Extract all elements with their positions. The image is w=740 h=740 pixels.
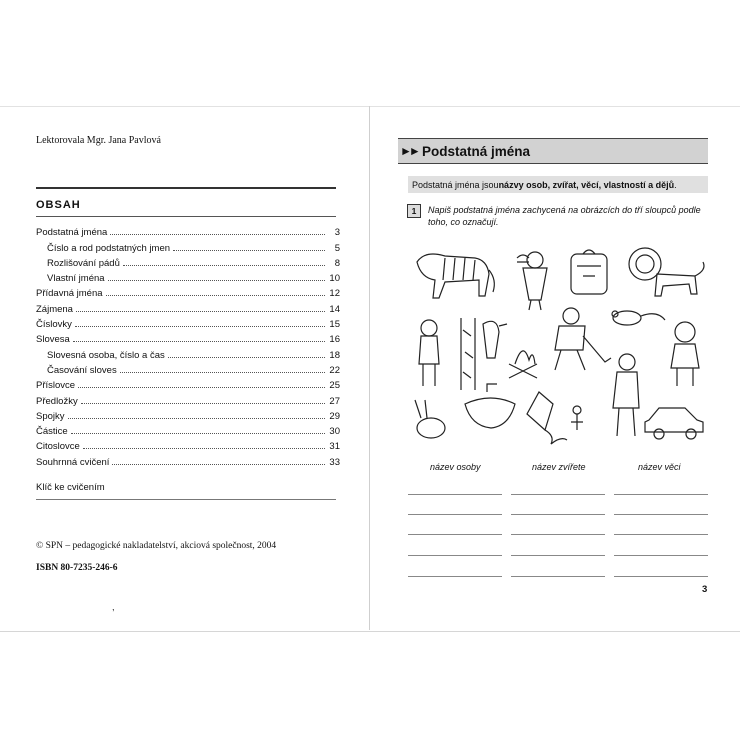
toc-entry-page: 27 bbox=[329, 395, 340, 407]
toc-leader-dots bbox=[76, 311, 325, 312]
answer-line[interactable] bbox=[408, 576, 502, 577]
isbn: ISBN 80-7235-246-6 bbox=[36, 563, 118, 573]
divider-bottom bbox=[36, 499, 336, 500]
toc-entry-page: 5 bbox=[334, 242, 340, 254]
toc-leader-dots bbox=[75, 326, 325, 327]
toc-entry bbox=[36, 315, 340, 330]
definition-box bbox=[408, 176, 708, 193]
toc-leader-dots bbox=[68, 418, 325, 419]
answer-line[interactable] bbox=[614, 514, 708, 515]
toc-entry-page: 33 bbox=[329, 456, 340, 468]
lion-icon bbox=[629, 248, 704, 296]
toc-entry bbox=[36, 284, 340, 299]
chapter-title: Podstatná jména bbox=[422, 143, 531, 159]
toc-entry-page: 8 bbox=[334, 257, 340, 269]
toc-entry-page: 30 bbox=[329, 426, 340, 438]
column-header-things: název věci bbox=[638, 462, 681, 472]
answer-line[interactable] bbox=[408, 494, 502, 495]
toc-entry bbox=[36, 345, 340, 360]
stray-mark: , bbox=[112, 602, 115, 612]
toc-entry-label: Číslovky bbox=[36, 319, 72, 331]
key-label: Klíč ke cvičením bbox=[36, 482, 105, 493]
toc-entry-page: 10 bbox=[329, 273, 340, 285]
toc-leader-dots bbox=[108, 280, 325, 281]
page-number: 3 bbox=[702, 584, 708, 595]
task-number: 1 bbox=[407, 204, 421, 218]
chapter-title-bar bbox=[398, 138, 708, 164]
toc-entry bbox=[36, 407, 340, 422]
toc-entry-label: Číslo a rod podstatných jmen bbox=[47, 242, 171, 254]
toc-entry-page: 31 bbox=[329, 441, 340, 453]
toc-entry-label: Přídavná jména bbox=[36, 288, 103, 300]
toc-leader-dots bbox=[78, 387, 325, 388]
toc-entry-label: Předložky bbox=[36, 395, 78, 407]
campfire-icon bbox=[509, 351, 537, 378]
mouse-icon bbox=[612, 311, 665, 325]
boy-icon bbox=[419, 320, 439, 386]
copyright: © SPN – pedagogické nakladatelství, akciová společnost, 2004 bbox=[36, 541, 277, 551]
toc-entry-label: Časování sloves bbox=[47, 364, 117, 376]
toc-entry bbox=[36, 437, 340, 452]
answer-line[interactable] bbox=[511, 555, 605, 556]
woodpecker-icon bbox=[461, 318, 507, 390]
divider-top bbox=[36, 187, 336, 189]
toc-entry-page: 25 bbox=[329, 380, 340, 392]
toc-entry bbox=[36, 299, 340, 314]
editor-credit: Lektorovala Mgr. Jana Pavlová bbox=[36, 135, 161, 146]
task-instruction: Napiš podstatná jména zachycená na obrázcích do tří sloupců podle toho, co označují. bbox=[428, 205, 701, 227]
answer-line[interactable] bbox=[614, 576, 708, 577]
toc-leader-dots bbox=[83, 448, 325, 449]
toc-leader-dots bbox=[112, 464, 325, 465]
man-icon bbox=[613, 354, 639, 436]
toc-entry bbox=[36, 391, 340, 406]
table-of-contents bbox=[36, 223, 340, 468]
toc-entry-label: Částice bbox=[36, 426, 68, 438]
toc-leader-dots bbox=[123, 265, 325, 266]
washbasin-icon bbox=[465, 384, 515, 428]
answer-line[interactable] bbox=[511, 494, 605, 495]
definition-bold: názvy osob, zvířat, věcí, vlastností a dějů bbox=[498, 179, 675, 190]
toc-entry-label: Podstatná jména bbox=[36, 227, 108, 239]
rabbit-icon bbox=[415, 400, 445, 438]
toc-entry-page: 12 bbox=[329, 288, 340, 300]
answer-line[interactable] bbox=[408, 555, 502, 556]
toc-leader-dots bbox=[168, 357, 325, 358]
toc-entry-label: Rozlišování pádů bbox=[47, 257, 120, 269]
toc-entry bbox=[36, 254, 340, 269]
column-header-animals: název zvířete bbox=[532, 462, 586, 472]
kite-icon bbox=[527, 392, 567, 444]
definition-suffix: . bbox=[674, 179, 677, 190]
toc-entry-label: Spojky bbox=[36, 410, 65, 422]
toc-leader-dots bbox=[173, 250, 325, 251]
toc-entry-label: Slovesa bbox=[36, 334, 70, 346]
car-icon bbox=[645, 408, 703, 439]
double-arrow-icon: ►► bbox=[400, 144, 418, 158]
answer-line[interactable] bbox=[408, 534, 502, 535]
toc-leader-dots bbox=[106, 295, 325, 296]
toc-entry bbox=[36, 452, 340, 467]
toc-entry-page: 16 bbox=[329, 334, 340, 346]
toc-entry-label: Citoslovce bbox=[36, 441, 80, 453]
toc-entry-label: Vlastní jména bbox=[47, 273, 105, 285]
answer-line[interactable] bbox=[511, 514, 605, 515]
toc-entry-page: 22 bbox=[329, 364, 340, 376]
toc-entry bbox=[36, 269, 340, 284]
toc-leader-dots bbox=[110, 234, 325, 235]
divider-toc bbox=[36, 216, 336, 217]
toc-entry bbox=[36, 376, 340, 391]
toc-entry-label: Souhrnná cvičení bbox=[36, 456, 110, 468]
toc-entry-page: 14 bbox=[329, 303, 340, 315]
toc-leader-dots bbox=[81, 403, 325, 404]
toc-entry bbox=[36, 422, 340, 437]
toc-leader-dots bbox=[73, 341, 325, 342]
book-spine bbox=[369, 106, 370, 630]
hockey-player-icon bbox=[555, 308, 611, 370]
curly-girl-icon bbox=[671, 322, 699, 386]
toc-leader-dots bbox=[120, 372, 325, 373]
answer-line[interactable] bbox=[408, 514, 502, 515]
column-header-persons: název osoby bbox=[430, 462, 481, 472]
toc-entry-label: Slovesná osoba, číslo a čas bbox=[47, 349, 165, 361]
answer-line[interactable] bbox=[614, 555, 708, 556]
toc-entry-label: Příslovce bbox=[36, 380, 76, 392]
toc-entry-page: 18 bbox=[329, 349, 340, 361]
girl-cake-icon bbox=[517, 252, 547, 310]
answer-line[interactable] bbox=[511, 534, 605, 535]
answer-line[interactable] bbox=[614, 494, 708, 495]
toc-entry bbox=[36, 330, 340, 345]
toc-entry bbox=[36, 238, 340, 253]
tiger-icon bbox=[417, 254, 494, 298]
toc-entry-page: 3 bbox=[334, 227, 340, 239]
answer-line[interactable] bbox=[511, 576, 605, 577]
toc-entry-label: Zájmena bbox=[36, 303, 73, 315]
answer-line[interactable] bbox=[614, 534, 708, 535]
backpack-icon bbox=[571, 250, 607, 294]
toc-entry-page: 29 bbox=[329, 410, 340, 422]
toc-entry bbox=[36, 223, 340, 238]
illustration-grid bbox=[405, 240, 715, 450]
toc-heading: OBSAH bbox=[36, 199, 81, 211]
toc-entry-page: 15 bbox=[329, 319, 340, 331]
definition-prefix: Podstatná jména jsou bbox=[412, 179, 499, 190]
toc-entry bbox=[36, 361, 340, 376]
toc-leader-dots bbox=[71, 433, 325, 434]
flower-icon bbox=[571, 406, 583, 430]
